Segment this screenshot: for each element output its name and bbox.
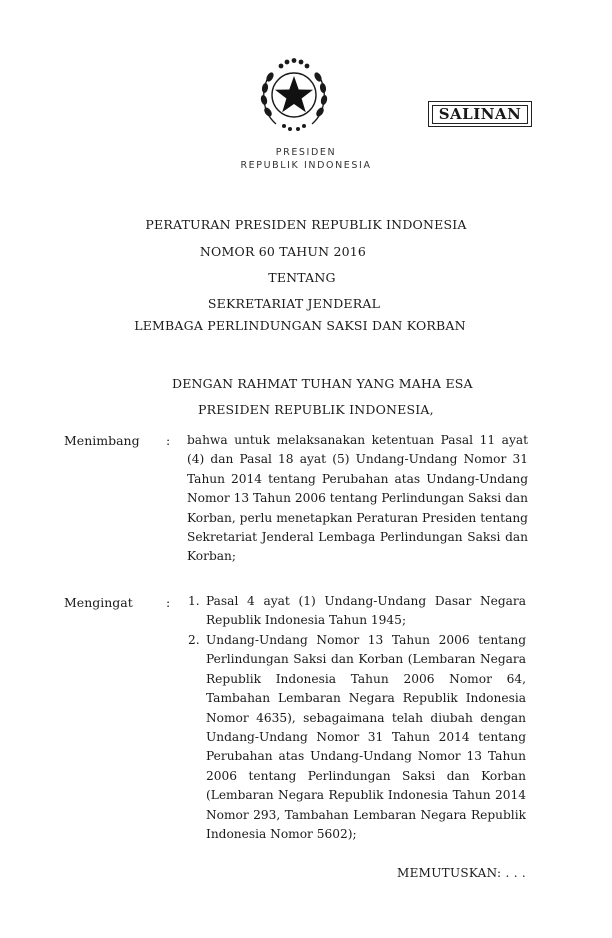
regulation-number: NOMOR 60 TAHUN 2016 (199, 244, 367, 259)
mengingat-colon: : (166, 595, 171, 610)
office-title-line2: REPUBLIK INDONESIA (240, 160, 372, 171)
regulation-title: PERATURAN PRESIDEN REPUBLIK INDONESIA (145, 217, 467, 232)
continuation-marker: MEMUTUSKAN: . . . (397, 866, 527, 880)
mengingat-label: Mengingat (64, 595, 133, 610)
mengingat-item-number: 1. (188, 594, 200, 608)
menimbang-text: bahwa untuk melaksanakan ketentuan Pasal 11 ayat (4) dan Pasal 18 ayat (5) Undang-Undang Nomor 31 Tahun 2014 tentang Perubahan atas Undang-Undang Nomor 13 Tahun 2006 tentang Perlindungan Saksi dan Korban, perlu menetapkan Peraturan Presiden tentang Sekretariat Jenderal Lembaga Perlindungan Saksi dan Korban; (187, 433, 528, 564)
office-title-line1: PRESIDEN (275, 147, 337, 158)
regulation-subject-line1: SEKRETARIAT JENDERAL (207, 296, 381, 311)
mengingat-item-text: Undang-Undang Nomor 13 Tahun 2006 tentang Perlindungan Saksi dan Korban (Lembaran Negara Republik Indonesia Tahun 2006 Nomor 64, Tambahan Lembaran Negara Republik Indonesia Nomor 4635), sebagaimana telah diubah dengan Undang-Undang Nomor 31 Tahun 2014 tentang Perubahan atas Undang-Undang Nomor 13 Tahun 2006 tentang Perlindungan Saksi dan Korban (Lembaran Negara Republik Indonesia Tahun 2014 Nomor 293, Tambahan Lembaran Negara Republik Indonesia Nomor 5602); (206, 633, 526, 842)
regulation-tentang: TENTANG (268, 270, 336, 285)
garuda-star-emblem-icon (254, 54, 334, 134)
preamble-invocation: DENGAN RAHMAT TUHAN YANG MAHA ESA (172, 376, 473, 391)
mengingat-item-number: 2. (188, 633, 200, 647)
salinan-stamp (428, 101, 532, 127)
regulation-subject-line2: LEMBAGA PERLINDUNGAN SAKSI DAN KORBAN (134, 318, 466, 333)
salinan-stamp-label: SALINAN (432, 105, 528, 124)
preamble-president: PRESIDEN REPUBLIK INDONESIA, (198, 402, 434, 417)
menimbang-label: Menimbang (64, 433, 140, 448)
mengingat-item-text: Pasal 4 ayat (1) Undang-Undang Dasar Negara Republik Indonesia Tahun 1945; (206, 594, 526, 628)
menimbang-colon: : (166, 433, 171, 448)
